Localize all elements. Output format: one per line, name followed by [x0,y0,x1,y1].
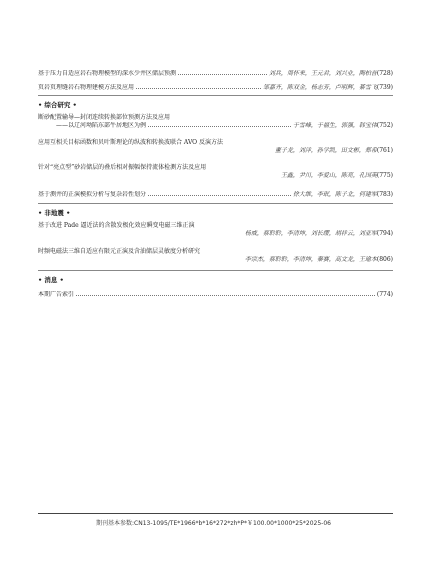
section-heading-comprehensive: • 综合研究 • [38,101,77,109]
leader-dots [76,295,375,296]
entry-title: 断砂配置输导—封闭连续转换部位预测方法及应用 [38,114,171,121]
entry-page: (728) [376,70,393,77]
toc-entry[interactable] [38,248,393,264]
entry-authors: 邹嘉齐，陈双金，杨志芳，卢明辉，綦雪飞 [262,84,377,91]
entry-page: (775) [376,172,393,179]
entry-page: (783) [376,191,393,198]
journal-parameters: 期刊基本参数:CN13-1095/TE*1966*b*16*272*zh*P*￥100.00*1000*25*2025-06 [96,520,331,527]
entry-title: 应用互相关目标函数和贝叶斯理论的纵波和转换波联合 AVO 反演方法 [38,139,223,146]
section-divider [38,203,393,204]
entry-title: 基于压力自适应岩石物理模型的深水少井区储层预测 [38,70,177,77]
leader-dots [148,126,291,127]
footer-rule [38,513,393,514]
entry-title: 基于改进 Pade 逼近法的含散发极化效应瞬变电磁三维正演 [38,222,195,229]
entry-title: 时频电磁法三维自适应有限元正演及含油储层灵敏度分析研究 [38,248,201,255]
entry-page: (794) [376,230,393,237]
toc-entry[interactable] [38,291,393,299]
toc-entry[interactable] [38,84,393,92]
section-divider [38,270,393,271]
section-divider [38,95,393,96]
entry-authors: 王鑫，尹川，李爱山，陈亮，孔国英 [280,172,377,179]
leader-dots [178,74,267,75]
toc-entry[interactable] [38,222,393,238]
entry-authors: 于雪峰，于福生，郭强，韩宝伟 [292,122,377,129]
toc-entry[interactable] [38,114,393,130]
entry-authors: 李宗杰，蔡聆聆，李清坤，秦赛，高文龙，王瑜本 [244,256,377,263]
entry-authors: 刘兵，周怀来，王元君，刘兴业，陶柏吾 [268,70,377,77]
section-heading-news: • 消息 • [38,276,64,284]
entry-page: (761) [376,147,393,154]
toc-entry[interactable] [38,139,393,155]
entry-page: (752) [376,122,393,129]
toc-entry[interactable] [38,191,393,199]
entry-authors: 董子龙，刘洋，孙学凯，田文彬，郑希 [274,147,377,154]
entry-authors: 杨威，蔡聆聆，李清坤，刘长缨，胡祥云，刘亚军 [244,230,377,237]
leader-dots [136,88,261,89]
leader-dots [148,195,291,196]
entry-title: 本期广告索引 [38,291,75,298]
entry-page: (739) [376,84,393,91]
toc-entry[interactable] [38,164,393,180]
toc-entry[interactable] [38,70,393,78]
section-heading-non-seismic: • 非地震 • [38,209,71,217]
entry-subtitle: ——以辽河坳陷东部牛居地区为例 [56,122,147,129]
entry-title: 基于测井的正演模拟分析与复杂岩性划分 [38,191,147,198]
entry-title: 针对“亮点型”砂岩储层的叠后相对振幅保持流体检测方法及应用 [38,164,207,171]
entry-page: (774) [376,291,393,298]
entry-page: (806) [376,256,393,263]
entry-title: 页岩页理缝岩石物理建模方法及应用 [38,84,135,91]
entry-authors: 徐大维，李珉，陈子北，何建军 [292,191,377,198]
